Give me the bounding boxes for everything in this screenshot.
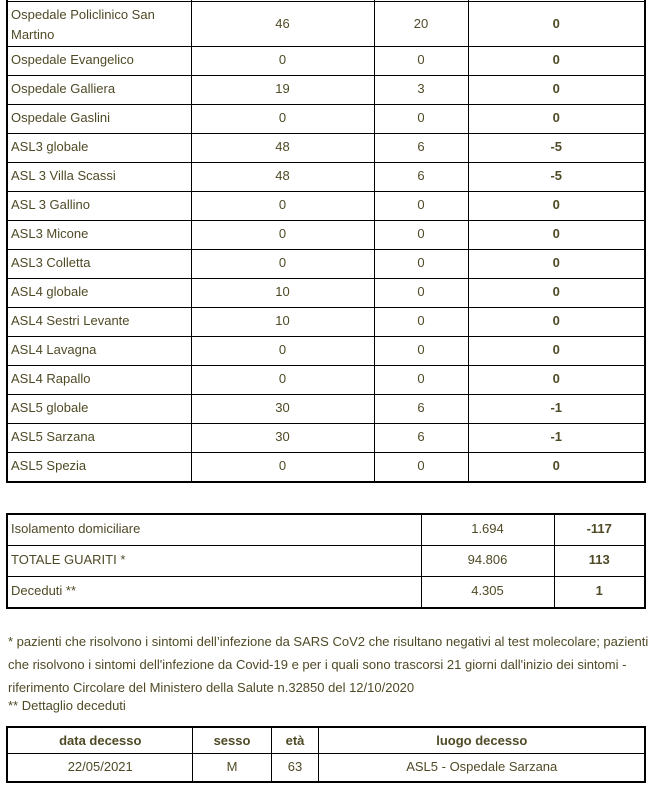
hospital-name-cell: ASL3 globale	[7, 134, 191, 163]
table-row	[7, 250, 645, 279]
footnote-line: * pazienti che risolvono i sintomi dell’infezione da SARS CoV2 che risultano negativi al test molecolare; pazienti	[8, 634, 649, 649]
hospital-value-cell: 6	[374, 163, 468, 192]
table-row	[7, 76, 645, 105]
hospital-delta-cell: 0	[468, 221, 645, 250]
hospital-delta-cell: 0	[468, 308, 645, 337]
hospital-delta-cell: 0	[468, 366, 645, 395]
hospital-value-cell: 48	[191, 134, 374, 163]
footnote-text	[8, 630, 650, 699]
hospital-value-cell: 6	[374, 424, 468, 453]
hospital-value-cell: 30	[191, 395, 374, 424]
hospital-value-cell: 19	[191, 76, 374, 105]
hospital-name-cell: ASL4 Lavagna	[7, 337, 191, 366]
hospital-name-cell: Ospedale Evangelico	[7, 47, 191, 76]
hospital-delta-cell: 0	[468, 337, 645, 366]
hospital-name-cell: ASL3 Colletta	[7, 250, 191, 279]
hospital-delta-cell: 0	[468, 192, 645, 221]
hospital-value-cell: 0	[374, 192, 468, 221]
hospital-value-cell: 0	[374, 453, 468, 483]
deaths-data-cell: ASL5 - Ospedale Sarzana	[318, 754, 645, 783]
summary-table	[6, 513, 646, 609]
hospital-value-cell: 10	[191, 308, 374, 337]
footnote-line: che risolvono i sintomi dell'infezione da Covid-19 e per i quali sono trascorsi 21 giorni dall'inizio dei sintomi -	[8, 657, 627, 672]
summary-value-cell: 94.806	[421, 546, 554, 577]
hospital-delta-cell: 0	[468, 279, 645, 308]
hospital-value-cell: 0	[191, 221, 374, 250]
hospital-value-cell: 10	[191, 279, 374, 308]
hospital-name-cell: ASL4 globale	[7, 279, 191, 308]
hospital-delta-cell: -5	[468, 163, 645, 192]
table-row	[7, 754, 645, 783]
summary-label-cell: TOTALE GUARITI *	[7, 546, 421, 577]
hospital-value-cell: 3	[374, 76, 468, 105]
hospital-value-cell: 48	[191, 163, 374, 192]
hospital-value-cell: 30	[191, 424, 374, 453]
hospital-name-cell: ASL 3 Gallino	[7, 192, 191, 221]
hospital-delta-cell: 0	[468, 453, 645, 483]
deaths-header-cell: età	[271, 727, 318, 754]
hospital-name-cell: Ospedale Gaslini	[7, 105, 191, 134]
summary-value-cell: 4.305	[421, 577, 554, 609]
hospital-name-cell: ASL5 Sarzana	[7, 424, 191, 453]
summary-delta-cell: -117	[554, 514, 645, 546]
summary-value-cell: 1.694	[421, 514, 554, 546]
table-row	[7, 577, 645, 609]
hospital-delta-cell: 0	[468, 47, 645, 76]
summary-label-cell: Deceduti **	[7, 577, 421, 609]
hospital-value-cell: 0	[374, 279, 468, 308]
hospital-name-cell: ASL4 Sestri Levante	[7, 308, 191, 337]
hospital-name-cell: Ospedale Galliera	[7, 76, 191, 105]
hospital-name-cell: ASL4 Rapallo	[7, 366, 191, 395]
deaths-data-cell: M	[192, 754, 271, 783]
table-row	[7, 453, 645, 483]
table-row	[7, 47, 645, 76]
hospital-value-cell: 0	[374, 47, 468, 76]
hospital-name-cell: ASL3 Micone	[7, 221, 191, 250]
deaths-section-title: ** Dettaglio deceduti	[8, 698, 126, 713]
summary-delta-cell: 113	[554, 546, 645, 577]
hospital-value-cell: 0	[191, 337, 374, 366]
hospital-value-cell: 0	[191, 453, 374, 483]
table-row	[7, 163, 645, 192]
hospital-value-cell: 0	[191, 366, 374, 395]
deaths-header-cell: luogo decesso	[318, 727, 645, 754]
table-row	[7, 105, 645, 134]
table-row	[7, 395, 645, 424]
hospital-value-cell: 0	[374, 105, 468, 134]
hospital-value-cell: 0	[191, 250, 374, 279]
hospital-value-cell: 46	[191, 2, 374, 47]
table-row	[7, 308, 645, 337]
hospital-delta-cell: -1	[468, 395, 645, 424]
table-row	[7, 546, 645, 577]
table-row	[7, 514, 645, 546]
hospital-delta-cell: 0	[468, 76, 645, 105]
hospital-delta-cell: 0	[468, 2, 645, 47]
hospital-value-cell: 0	[374, 366, 468, 395]
table-row	[7, 424, 645, 453]
hospital-value-cell: 0	[191, 47, 374, 76]
hospital-name-cell: ASL 3 Villa Scassi	[7, 163, 191, 192]
hospital-value-cell: 0	[374, 308, 468, 337]
table-row	[7, 134, 645, 163]
table-row	[7, 2, 645, 47]
deaths-data-cell: 22/05/2021	[7, 754, 192, 783]
table-row	[7, 279, 645, 308]
hospital-value-cell: 0	[374, 221, 468, 250]
hospital-value-cell: 20	[374, 2, 468, 47]
deaths-header-cell: sesso	[192, 727, 271, 754]
table-row	[7, 337, 645, 366]
hospital-delta-cell: -1	[468, 424, 645, 453]
hospital-value-cell: 6	[374, 134, 468, 163]
deaths-data-cell: 63	[271, 754, 318, 783]
hospital-delta-cell: 0	[468, 250, 645, 279]
deaths-table	[6, 726, 646, 783]
footnote-line: riferimento Circolare del Ministero della Salute n.32850 del 12/10/2020	[8, 680, 415, 695]
hospital-value-cell: 0	[191, 105, 374, 134]
table-row	[7, 192, 645, 221]
table-header-row	[7, 727, 645, 754]
hospital-value-cell: 6	[374, 395, 468, 424]
hospital-name-cell: ASL5 globale	[7, 395, 191, 424]
hospital-value-cell: 0	[374, 250, 468, 279]
hospital-value-cell: 0	[374, 337, 468, 366]
table-row	[7, 221, 645, 250]
hospital-table	[6, 0, 646, 483]
hospital-value-cell: 0	[191, 192, 374, 221]
hospital-delta-cell: -5	[468, 134, 645, 163]
summary-label-cell: Isolamento domiciliare	[7, 514, 421, 546]
table-row	[7, 366, 645, 395]
summary-delta-cell: 1	[554, 577, 645, 609]
hospital-delta-cell: 0	[468, 105, 645, 134]
hospital-name-cell: ASL5 Spezia	[7, 453, 191, 483]
deaths-header-cell: data decesso	[7, 727, 192, 754]
hospital-name-cell: Ospedale Policlinico San Martino	[7, 2, 191, 47]
